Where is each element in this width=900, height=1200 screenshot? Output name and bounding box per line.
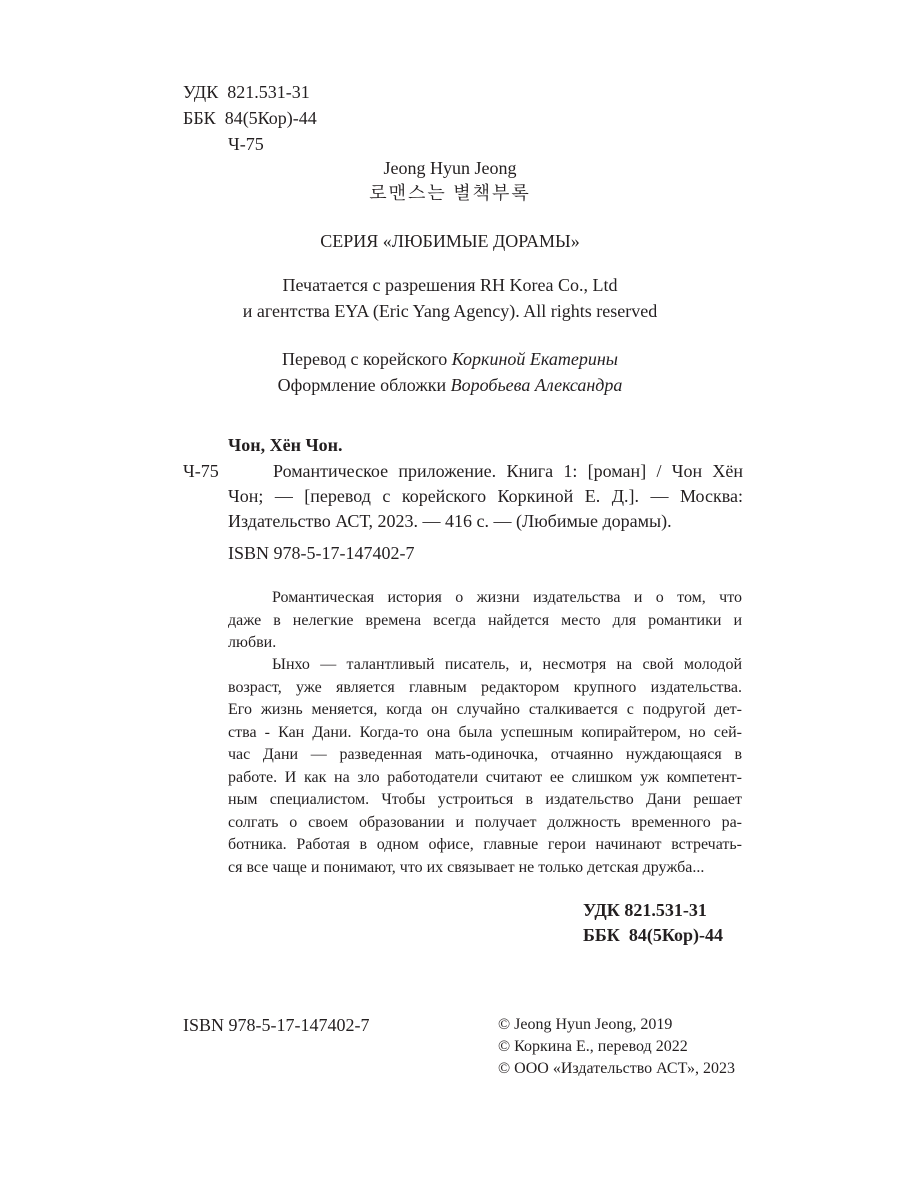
original-author: Jeong Hyun Jeong: [383, 158, 517, 178]
udk-label: УДК: [183, 82, 219, 102]
annotation-paragraph-1: [228, 587, 742, 655]
annotation-line: даже в нелегкие времена всегда найдется место для романтики и: [228, 611, 742, 629]
bbk-label: ББК: [183, 108, 216, 128]
annotation-line: ным специалистом. Чтобы устроиться в издательство Дани решает: [228, 791, 742, 808]
udk-line-top: [183, 80, 310, 104]
cover-designer-name: Воробьева Александра: [450, 375, 623, 395]
rights-line-2: и агентства EYA (Eric Yang Agency). All rights reserved: [242, 301, 658, 321]
annotation-line: час Дани — разведенная мать-одиночка, отчаянно нуждающаяся в: [228, 746, 742, 763]
catalog-isbn: ISBN 978-5-17-147402-7: [228, 543, 415, 563]
annotation-line: Романтическая история о жизни издательства и о том, что: [272, 589, 742, 606]
udk-value: 821.531-31: [227, 82, 310, 102]
translation-label: Перевод с корейского: [282, 349, 448, 369]
annotation-line: любви.: [228, 634, 277, 651]
catalog-sign: Ч-75: [183, 461, 219, 481]
translation-credit: [0, 347, 900, 371]
annotation-line: ботника. Работая в одном офисе, главные герои начинают встречать-: [228, 836, 742, 853]
annotation-line: работе. И как на зло работодатели считают ее слишком уж компетент-: [228, 768, 742, 786]
catalog-heading: Чон, Хён Чон.: [228, 435, 343, 455]
catalog-line-1: Романтическое приложение. Книга 1: [роман] / Чон Хён: [273, 461, 743, 481]
udk-line-bottom: УДК 821.531-31: [583, 900, 707, 920]
rights-line-1: Печатается с разрешения RH Korea Co., Ltd: [282, 275, 618, 295]
cover-credit: [0, 373, 900, 397]
annotation-line: Его жизнь меняется, когда он случайно сталкивается с подругой дет-: [228, 701, 742, 718]
copyright-line: © ООО «Издательство АСТ», 2023: [498, 1060, 735, 1077]
translator-name: Коркиной Екатерины: [451, 349, 618, 369]
copyright-line: © Jeong Hyun Jeong, 2019: [498, 1016, 673, 1033]
original-title-korean: 로맨스는 별책부록: [369, 183, 531, 203]
catalog-line-3: Издательство АСТ, 2023. — 416 с. — (Любимые дорамы).: [228, 511, 672, 531]
cover-label: Оформление обложки: [277, 375, 447, 395]
annotation-line: солгать о своем образовании и получает должность временного ра-: [228, 813, 742, 831]
footer-isbn: ISBN 978-5-17-147402-7: [183, 1015, 370, 1035]
copyright-line: © Коркина Е., перевод 2022: [498, 1038, 688, 1055]
bbk-value: 84(5Кор)-44: [224, 108, 317, 128]
catalog-line-2: Чон; — [перевод с корейского Коркиной Е. Д.]. — Москва:: [228, 486, 743, 506]
annotation-line: возраст, уже является главным редактором крупного издательства.: [228, 678, 742, 696]
annotation-paragraph-2: [228, 654, 742, 879]
series-title: СЕРИЯ «ЛЮБИМЫЕ ДОРАМЫ»: [320, 231, 580, 251]
annotation-line: ся все чаще и понимают, что их связывает не только детская дружба...: [228, 858, 705, 876]
bbk-line-top: [183, 106, 317, 130]
bbk-line-bottom: ББК 84(5Кор)-44: [583, 925, 724, 945]
annotation-line: Ынхо — талантливый писатель, и, несмотря на свой молодой: [272, 656, 742, 673]
author-sign-top: Ч-75: [228, 134, 264, 154]
annotation-line: ства - Кан Дани. Когда-то она была успешным копирайтером, но сей-: [228, 723, 742, 741]
